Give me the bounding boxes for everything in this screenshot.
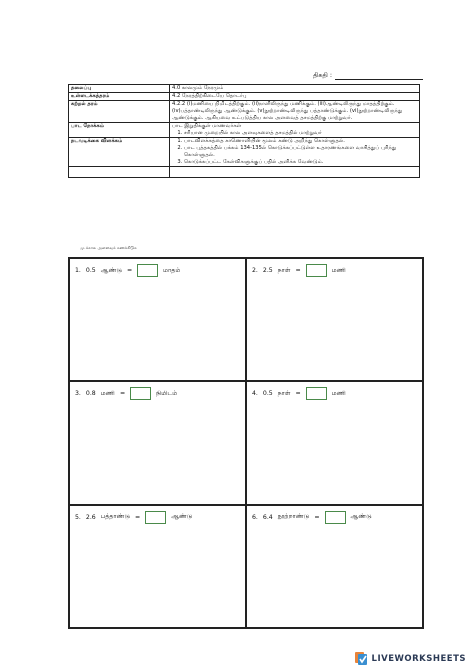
question-cell (246, 258, 423, 381)
to-unit: மாதம் (163, 266, 181, 274)
info-value: 4.2 நேரத்திற்கிடையே தொடர்பு (170, 93, 420, 101)
question-value: 2.6 (85, 513, 96, 521)
objective-intro: பாட இறுதிக்குள் மாணவர்கள் (172, 123, 242, 129)
info-label: உள்ளடக்கத்தரம் (69, 93, 170, 101)
question-grid (68, 257, 424, 629)
info-label: கற்றல் தரம் (69, 101, 170, 123)
info-value (170, 138, 420, 167)
answer-box[interactable] (325, 511, 346, 524)
info-label: தலைப்பு (69, 85, 170, 93)
question-number: 3. (75, 390, 81, 398)
from-unit: நாள் (277, 266, 291, 274)
to-unit: ஆண்டு (350, 513, 372, 521)
list-item: 1. பாடவிளக்கத்தை காணொளியின் மூலம் கண்டு அறிந்து கொள்ளுதல். (184, 138, 417, 145)
equals-sign: = (135, 513, 141, 521)
info-value: 4.2.2 (i)மணியை நிமிடத்திற்கும். (ii)நாளிலிருந்து மணிக்கும். (iii)ஆண்டிலிருந்து மாதத்திற்கும். (iv)பத்தாண்டிலிருந்து ஆண்டுக்கும். (v)நூற்றாண்டிலிருந்து பத்தாண்டுக்கும். (vi)நூற்றாண்டிலிருந்து ஆண்டுக்கும். ஆகியவை உட்படுத்திய கால அளவைத் தசமத்திற்கு மாற்றுவர். (170, 101, 420, 123)
question-value: 6.4 (262, 513, 273, 521)
date-line[interactable] (335, 71, 423, 80)
question-cell (69, 381, 246, 504)
date-label: திகதி : (313, 71, 333, 79)
from-unit: நூற்றாண்டு (277, 513, 310, 521)
from-unit: நாள் (277, 389, 291, 397)
from-unit: ஆண்டு (100, 266, 122, 274)
equals-sign: = (295, 267, 301, 274)
liveworksheets-logo-icon (354, 651, 369, 666)
to-unit: நிமிடம் (156, 389, 178, 397)
answer-box[interactable] (306, 387, 327, 400)
list-item: 2. பாட புத்தகத்தில் பக்கம் 134-135ல் கொடுக்கப்பட்டுள்ள உதாரணங்களை வாசித்துப் புரிந்து கொள்ளுதல். (184, 145, 417, 159)
objective-list (172, 130, 417, 137)
info-value: 4.0 காலமும் நேரமும் (170, 85, 420, 93)
info-label: நடவடிக்கை விளக்கம் (69, 138, 170, 167)
question-value: 0.5 (262, 390, 273, 398)
activity-list (172, 138, 417, 166)
question-cell (246, 505, 423, 628)
question-cell (69, 505, 246, 628)
question-value: 0.8 (85, 390, 96, 398)
footer-brand (354, 651, 466, 666)
question-number: 2. (252, 267, 258, 274)
brand-name: LIVEWORKSHEETS (371, 653, 466, 664)
answer-box[interactable] (130, 387, 151, 400)
equals-sign: = (119, 390, 126, 398)
question-number: 1. (75, 267, 81, 274)
info-row-content-standard (69, 93, 420, 101)
date-field (313, 66, 423, 80)
lesson-info-table (68, 84, 420, 178)
answer-box[interactable] (137, 264, 158, 277)
list-item: 1. சரியான முறையில் கால அளவுகளைத் தசமத்தில் மாற்றுவர் (184, 130, 417, 137)
question-number: 6. (252, 513, 258, 521)
from-unit: பத்தாண்டு (100, 513, 131, 521)
info-row-objective (69, 123, 420, 138)
question-value: 0.5 (85, 267, 96, 274)
info-row-learning-standard (69, 101, 420, 123)
to-unit: மணி (331, 266, 346, 274)
instruction-text: மு க்கால அளவைக் கணக்கிடுக (80, 245, 137, 250)
answer-box[interactable] (306, 264, 327, 277)
info-row-activity (69, 138, 420, 167)
question-number: 5. (75, 513, 81, 521)
info-value (170, 123, 420, 138)
info-row-title (69, 85, 420, 93)
question-cell (246, 381, 423, 504)
to-unit: மணி (331, 389, 346, 397)
info-label: பாட நோக்கம் (69, 123, 170, 138)
to-unit: ஆண்டு (171, 513, 193, 521)
question-number: 4. (252, 390, 258, 398)
equals-sign: = (314, 513, 320, 521)
answer-box[interactable] (145, 511, 166, 524)
from-unit: மணி (100, 389, 115, 397)
equals-sign: = (295, 390, 301, 398)
question-cell (69, 258, 246, 381)
info-row-spacer (69, 167, 420, 178)
list-item: 3. கொடுக்கப்பட்ட கேள்விகளுக்குப் பதில் அளிக்க வேண்டும். (184, 159, 417, 166)
equals-sign: = (126, 267, 133, 274)
question-value: 2.5 (262, 267, 273, 274)
